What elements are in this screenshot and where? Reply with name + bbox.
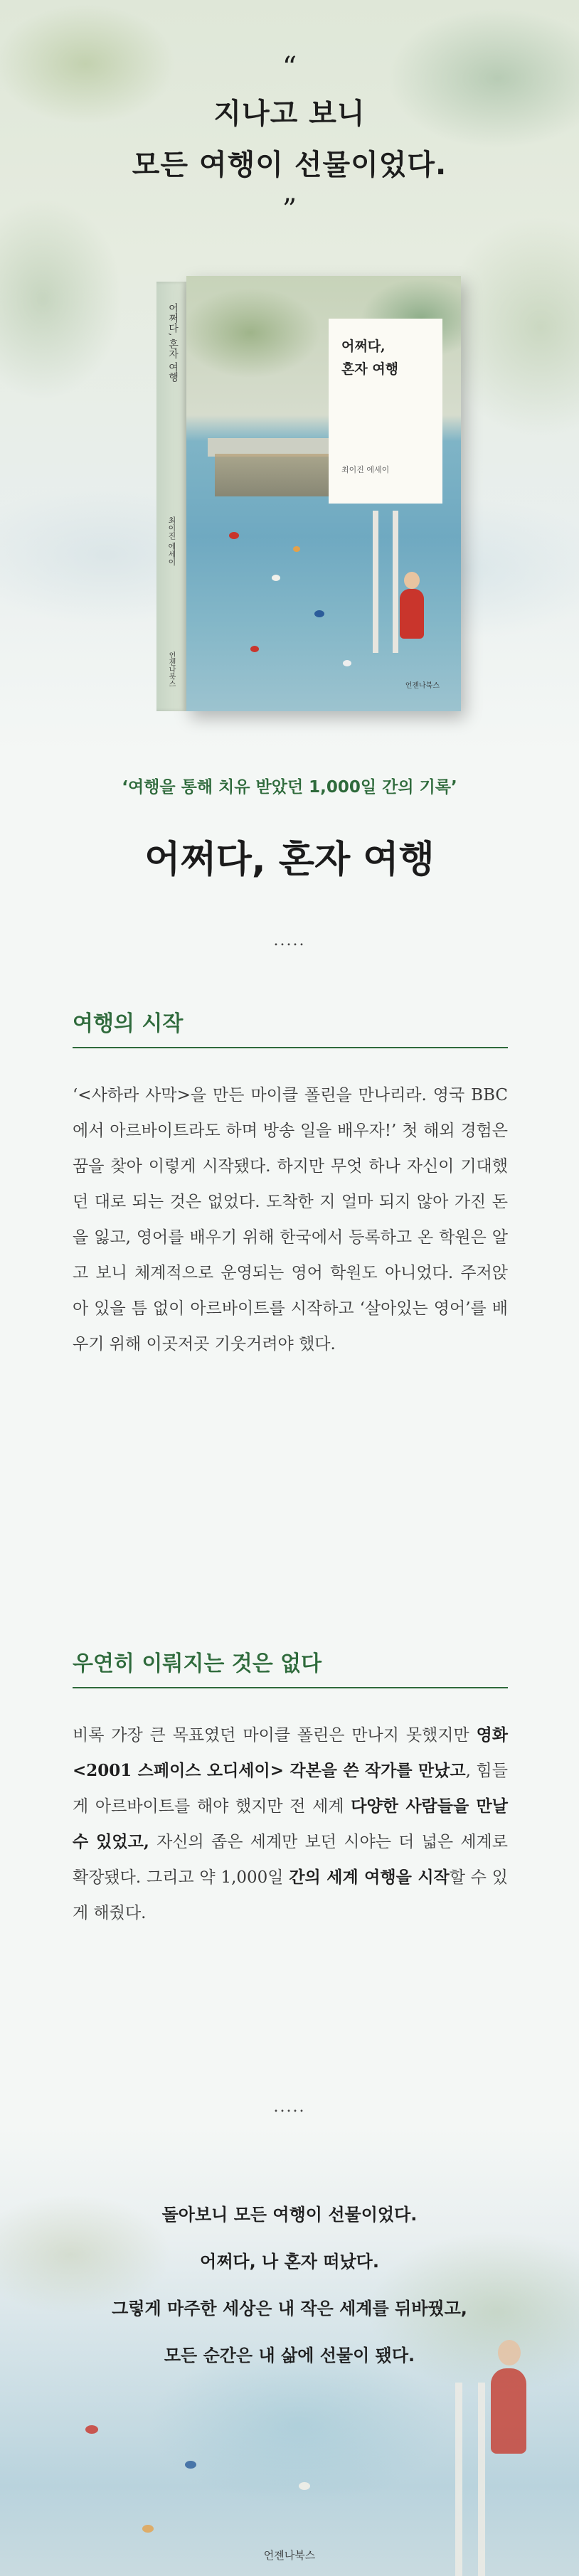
cover-author: 최이진 에세이: [341, 465, 390, 474]
swimmer-cap: [229, 532, 239, 539]
pool-ladder: [393, 511, 398, 653]
hero-section: [0, 0, 579, 754]
spine-publisher: 언젠나북스: [167, 651, 175, 687]
closing-line1: 돌아보니 모든 여행이 선물이었다.: [161, 2205, 418, 2225]
swimmer-cap: [299, 2482, 310, 2490]
swimmer-cap: [343, 660, 351, 666]
pool-ladder: [373, 511, 378, 653]
closing-line2: 어쩌다, 나 혼자 떠났다.: [200, 2252, 379, 2272]
footer-section: [0, 2127, 579, 2576]
cover-publisher: 언젠나북스: [405, 682, 440, 690]
divider-dots: .....: [273, 932, 306, 949]
closing-line3: 그렇게 마주한 세상은 내 작은 세계를 뒤바꿨고,: [112, 2299, 467, 2319]
book-image: [156, 276, 461, 711]
hero-title-line2: 모든 여행이 선물이었다.: [132, 149, 447, 181]
spine-title: 어쩌다, 혼자 여행: [167, 303, 179, 383]
cover-title-line2: 혼자 여행: [341, 361, 399, 377]
para-text: 비록 가장 큰 목표였던 마이클 폴린은 만나지 못했지만: [73, 1726, 477, 1745]
cover-title-box: [329, 319, 442, 504]
para-text: 할 수 있게 해줬다.: [73, 1868, 508, 1922]
swimmer-cap: [250, 646, 259, 652]
grandstand: [215, 454, 343, 496]
close-quote-mark: ”: [282, 193, 297, 226]
section-heading-chance: 우연히 이뤄지는 것은 없다: [73, 1646, 508, 1688]
cover-title-line1: 어쩌다,: [341, 339, 386, 354]
divider-dots: .....: [273, 2098, 306, 2116]
swimmer-cap: [142, 2525, 154, 2533]
swimmer-cap: [85, 2425, 98, 2434]
book-cover: [186, 276, 461, 711]
swimmer-cap: [185, 2461, 196, 2469]
swimmer-cap: [314, 610, 324, 617]
hero-title-line1: 지나고 보니: [213, 97, 366, 130]
spine-author: 최이진 에세이: [167, 516, 176, 566]
book-spine: [156, 282, 186, 711]
para-text: , 힘들게 아르바이트를 해야 했지만 전 세계: [73, 1762, 508, 1816]
para-emphasis: 간의 세계 여행을 시작: [289, 1868, 450, 1887]
para-text: 자신의 좁은 세계만 보던 시야는 더 넓은 세계로 확장됐다. 그리고 약 1,000일: [73, 1833, 508, 1887]
para-emphasis: 다양한 사람들을 만날 수 있었고,: [73, 1797, 508, 1851]
section-chance-paragraph: [73, 1718, 508, 1931]
closing-line4: 모든 순간은 내 삶에 선물이 됐다.: [164, 2346, 415, 2365]
open-quote-mark: “: [282, 51, 297, 84]
publisher-logo: 언젠나북스: [263, 2549, 316, 2562]
swimmer-cap: [293, 546, 300, 552]
main-title: 어쩌다, 혼자 여행: [144, 839, 435, 881]
section-start-paragraph: ‘<사하라 사막>을 만든 마이클 폴린을 만나리라. 영국 BBC에서 아르바이트라도 하며 방송 일을 배우자!’ 첫 해외 경험은 꿈을 찾아 이렇게 시작됐다. 하지만 무엇 하나 자신이 기대했던 대로 되는 것은 없었다. 도착한 지 얼마 되지 않아 가진 돈을 잃고, 영어를 배우기 위해 한국에서 등록하고 온 학원은 알고 보니 체계적으로 운영되는 영어 학원도 아니었다. 주저앉아 있을 틈 없이 아르바이트를 시작하고 ‘살아있는 영어’를 배우기 위해 이곳저곳 기웃거려야 했다.: [73, 1086, 508, 1353]
red-swimsuit-figure: [400, 589, 424, 639]
subtitle: ‘여행을 통해 치유 받았던 1,000일 간의 기록’: [122, 778, 457, 797]
para-emphasis: 영화 <2001 스페이스 오디세이> 각본을 쓴 작가를 만났고: [73, 1725, 508, 1780]
figure-head: [404, 572, 420, 589]
swimmer-cap: [272, 575, 280, 581]
section-heading-start: 여행의 시작: [73, 1006, 508, 1048]
red-swimsuit-figure: [491, 2368, 526, 2454]
